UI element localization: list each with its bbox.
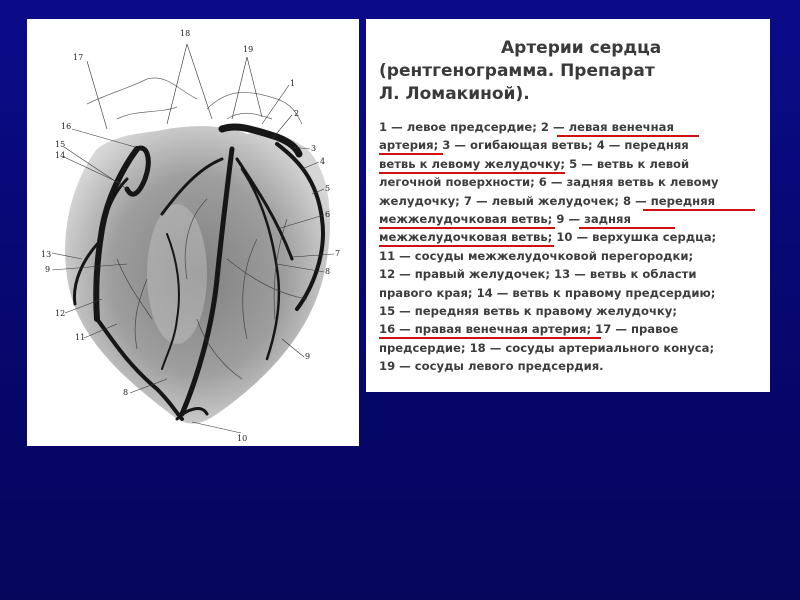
legend-line: предсердие; 18 — сосуды артериального конуса; xyxy=(379,340,715,355)
label-10: 10 xyxy=(237,434,248,443)
label-6: 6 xyxy=(325,210,331,219)
slide-title xyxy=(379,37,764,106)
label-12: 12 xyxy=(55,309,66,318)
legend-line: правого края; 14 — ветвь к правому предсердию; xyxy=(379,285,716,300)
title-line-3: Л. Ломакиной). xyxy=(379,84,530,104)
heart-figure-panel xyxy=(27,19,359,446)
label-16: 16 xyxy=(61,122,72,131)
label-8-bottom: 8 xyxy=(123,388,129,397)
label-8: 8 xyxy=(325,267,331,276)
legend-line: желудочку; 7 — левый желудочек; 8 — передняя xyxy=(379,192,764,210)
title-line-1: Артерии сердца xyxy=(501,38,662,58)
legend-text xyxy=(379,118,764,376)
title-line-2: (рентгенограмма. Препарат xyxy=(379,61,655,81)
legend-line: межжелудочковая ветвь; 10 — верхушка сердца; xyxy=(379,228,764,246)
legend-line: 1 — левое предсердие; 2 — левая венечная xyxy=(379,118,764,136)
label-3: 3 xyxy=(311,144,317,153)
legend-line: легочной поверхности; 6 — задняя ветвь к левому xyxy=(379,175,719,190)
label-5: 5 xyxy=(325,184,331,193)
legend-line: 19 — сосуды левого предсердия. xyxy=(379,359,604,374)
label-14: 14 xyxy=(55,151,66,160)
legend-line: межжелудочковая ветвь; 9 — задняя xyxy=(379,210,764,228)
heart-arteries-radiograph xyxy=(27,19,359,446)
legend-line: ветвь к левому желудочку; 5 — ветвь к левой xyxy=(379,155,764,173)
label-2: 2 xyxy=(294,109,300,118)
legend-line: 15 — передняя ветвь к правому желудочку; xyxy=(379,304,677,319)
legend-panel xyxy=(366,19,770,392)
label-13: 13 xyxy=(41,250,52,259)
label-1: 1 xyxy=(290,79,296,88)
label-11: 11 xyxy=(75,333,86,342)
label-9-right: 9 xyxy=(305,352,311,361)
label-7: 7 xyxy=(335,249,341,258)
legend-line: 12 — правый желудочек; 13 — ветвь к области xyxy=(379,267,697,282)
label-19: 19 xyxy=(243,45,254,54)
legend-line: 11 — сосуды межжелудочковой перегородки; xyxy=(379,248,694,263)
label-17: 17 xyxy=(73,53,84,62)
atrial-vessels xyxy=(87,78,302,124)
label-9-left: 9 xyxy=(45,265,51,274)
label-18: 18 xyxy=(180,29,191,38)
label-15: 15 xyxy=(55,140,66,149)
legend-line: артерия; 3 — огибающая ветвь; 4 — передняя xyxy=(379,136,764,154)
legend-line: 16 — правая венечная артерия; 17 — правое xyxy=(379,320,764,338)
label-4: 4 xyxy=(320,157,326,166)
